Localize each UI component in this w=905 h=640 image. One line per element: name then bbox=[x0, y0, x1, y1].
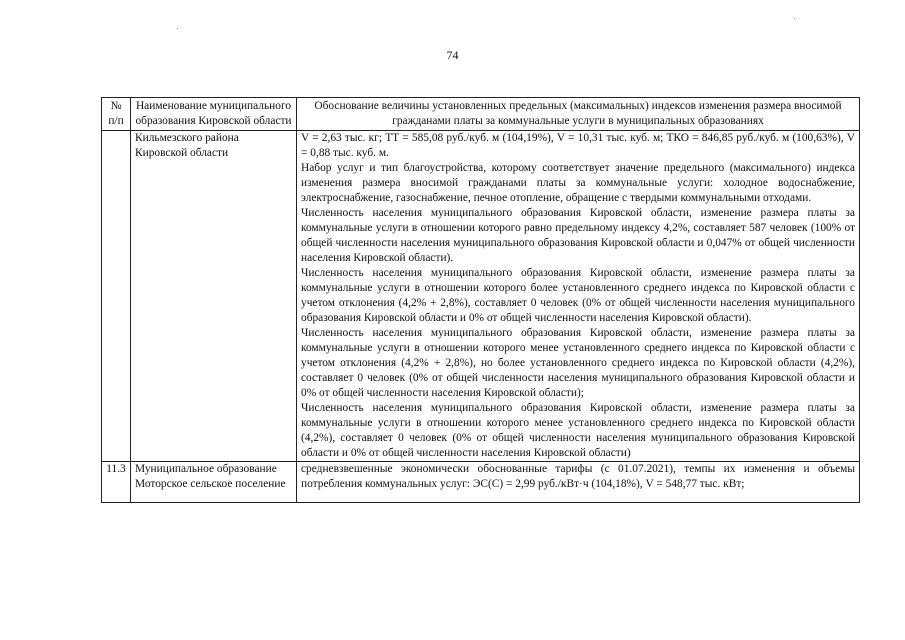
row-basis bbox=[297, 131, 860, 462]
table-header bbox=[102, 98, 860, 131]
basis-paragraph: V = 2,63 тыс. кг; ТТ = 585,08 руб./куб. м (104,19%), V = 10,31 тыс. куб. м; ТКО = 846,85 руб./куб. м (100,63%), V = 0,88 тыс. куб. м. bbox=[301, 132, 855, 159]
basis-paragraph: Численность населения муниципального образования Кировской области, изменение размера платы за коммунальные услуги в отношении которого менее установленного среднего индекса по Кировской области (4,2%), составляет 0 человек (0% от общей численности населения муниципального образования Кировской области и 0% от общей численности населения Кировской области) bbox=[301, 402, 855, 459]
table-row bbox=[102, 131, 860, 462]
basis-paragraph: Численность населения муниципального образования Кировской области, изменение размера платы за коммунальные услуги в отношении которого менее установленного среднего индекса по Кировской области с учетом отклонения (4,2% + 2,8%), но более установленного среднего индекса по Кировской области (4,2%), составляет 0 человек (0% от общей численности населения муниципального образования Кировской области и 0% от общей численности населения Кировской области); bbox=[301, 327, 855, 399]
table-row bbox=[102, 462, 860, 503]
basis-paragraph: Численность населения муниципального образования Кировской области, изменение размера платы за коммунальные услуги в отношении которого более установленного среднего индекса по Кировской области с учетом отклонения (4,2% + 2,8%), составляет 0 человек (0% от общей численности населения муниципального образования Кировской области и 0% от общей численности населения Кировской области). bbox=[301, 267, 855, 324]
header-basis: Обоснование величины установленных предельных (максимальных) индексов изменения размера вносимой гражданами платы за коммунальные услуги в муниципальных образованиях bbox=[297, 98, 860, 131]
row-num bbox=[102, 131, 131, 462]
header-row bbox=[102, 98, 860, 131]
header-num: № п/п bbox=[102, 98, 131, 131]
row-municipality-name: Кильмезского района Кировской области bbox=[131, 131, 297, 462]
basis-paragraph: Набор услуг и тип благоустройства, которому соответствует значение предельного (максимального) индекса изменения размера вносимой гражданами платы за коммунальные услуги: холодное водоснабжение, электроснабжение, газоснабжение, печное отопление, обращение с твердыми коммунальными отходами. bbox=[301, 162, 855, 204]
basis-paragraph: Численность населения муниципального образования Кировской области, изменение размера платы за коммунальные услуги в отношении которого равно предельному индексу 4,2%, составляет 587 человек (100% от общей численности населения муниципального образования Кировской области и 0,047% от общей численности населения Кировской области). bbox=[301, 207, 855, 264]
page-number: 74 bbox=[446, 48, 459, 62]
basis-paragraph: средневзвешенные экономически обоснованные тарифы (с 01.07.2021), темпы их изменения и объемы потребления коммунальных услуг: ЭС(С) = 2,99 руб./кВт·ч (104,18%), V = 548,77 тыс. кВт; bbox=[301, 463, 855, 490]
data-table bbox=[101, 97, 860, 503]
row-basis bbox=[297, 462, 860, 503]
row-municipality-name: Муниципальное образование Моторское сельское поселение bbox=[131, 462, 297, 503]
row-num: 11.3 bbox=[102, 462, 131, 503]
scan-speck bbox=[794, 18, 795, 19]
scan-speck bbox=[177, 28, 178, 29]
header-name: Наименование муниципального образования Кировской области bbox=[131, 98, 297, 131]
